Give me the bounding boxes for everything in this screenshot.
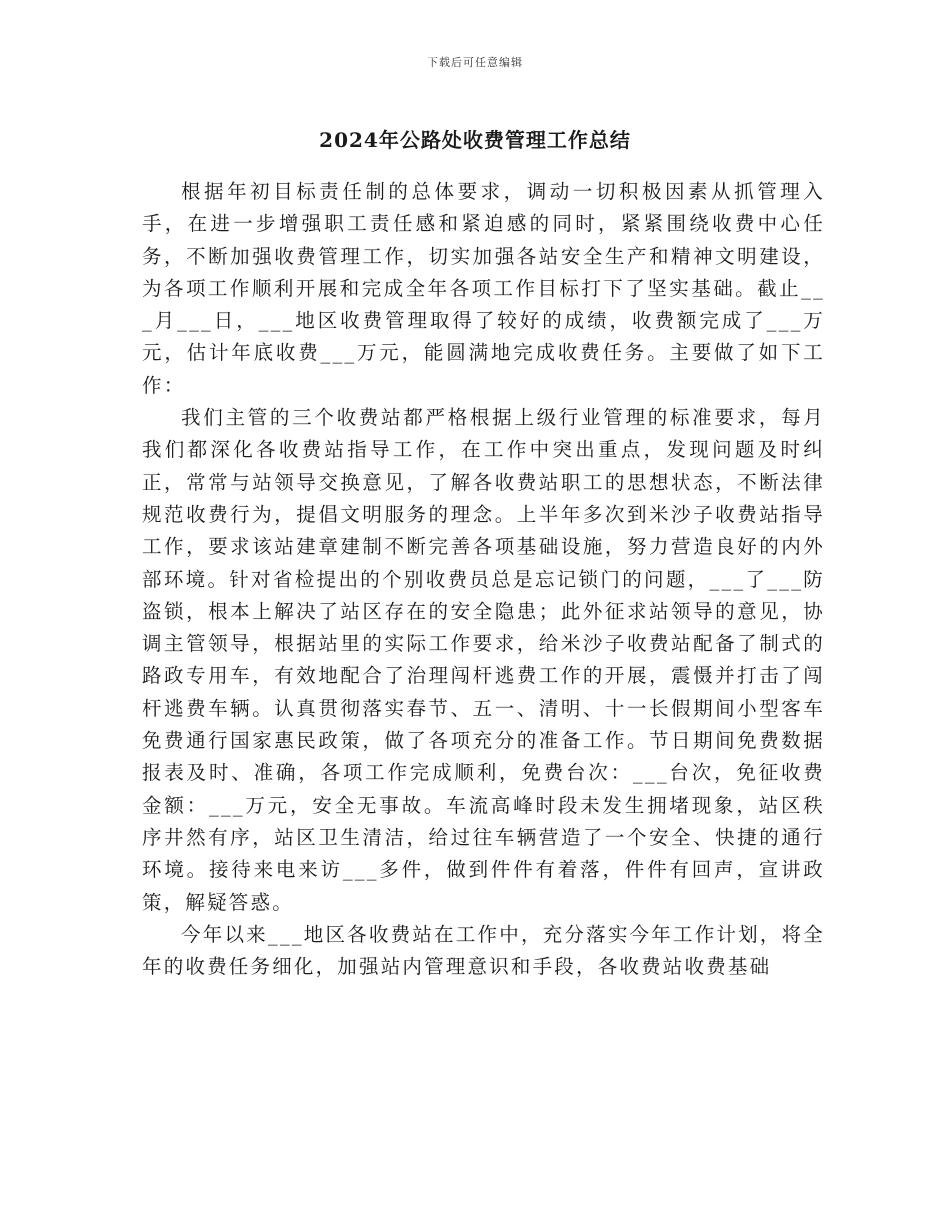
- page-title: 2024年公路处收费管理工作总结: [319, 128, 631, 152]
- header-note: 下载后可任意编辑: [427, 56, 523, 69]
- paragraph: 根据年初目标责任制的总体要求，调动一切积极因素从抓管理入手，在进一步增强职工责任感和紧迫感的同时，紧紧围绕收费中心任务，不断加强收费管理工作，切实加强各站安全生产和精神文明建设，为各项工作顺利开展和完成全年各项工作目标打下了坚实基础。截止___月___日，___地区收费管理取得了较好的成绩，收费额完成了___万元，估计年底收费___万元，能圆满地完成收费任务。主要做了如下工作：: [142, 180, 825, 397]
- paragraph: 我们主管的三个收费站都严格根据上级行业管理的标准要求，每月我们都深化各收费站指导工作，在工作中突出重点，发现问题及时纠正，常常与站领导交换意见，了解各收费站职工的思想状态，不断法律规范收费行为，提倡文明服务的理念。上半年多次到米沙子收费站指导工作，要求该站建章建制不断完善各项基础设施，努力营造良好的内外部环境。针对省检提出的个别收费员总是忘记锁门的问题，___了___防盗锁，根本上解决了站区存在的安全隐患；此外征求站领导的意见，协调主管领导，根据站里的实际工作要求，给米沙子收费站配备了制式的路政专用车，有效地配合了治理闯杆逃费工作的开展，震慑并打击了闯杆逃费车辆。认真贯彻落实春节、五一、清明、十一长假期间小型客车免费通行国家惠民政策，做了各项充分的准备工作。节日期间免费数据报表及时、准确，各项工作完成顺利，免费台次：___台次，免征收费金额：___万元，安全无事故。车流高峰时段未发生拥堵现象，站区秩序井然有序，站区卫生清洁，给过往车辆营造了一个安全、快捷的通行环境。接待来电来访___多件，做到件件有着落，件件有回声，宣讲政策，解疑答惑。: [142, 406, 825, 914]
- document-body: [142, 176, 825, 983]
- paragraph: 今年以来___地区各收费站在工作中，充分落实今年工作计划，将全年的收费任务细化，加强站内管理意识和手段，各收费站收费基础: [142, 922, 825, 979]
